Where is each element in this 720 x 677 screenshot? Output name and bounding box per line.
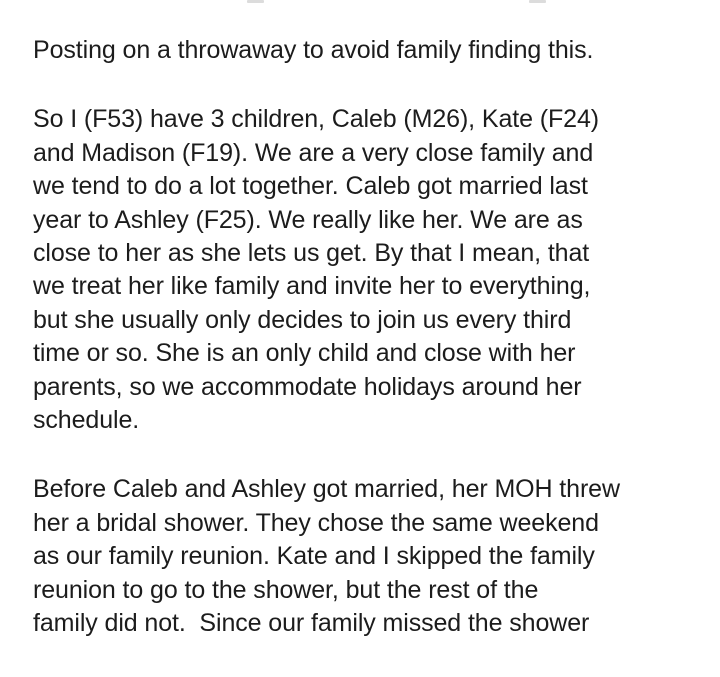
post-text-line: as our family reunion. Kate and I skipped the family xyxy=(33,542,595,571)
post-text-line: we treat her like family and invite her to everything, xyxy=(33,272,591,301)
post-text-line: Before Caleb and Ashley got married, her MOH threw xyxy=(33,475,620,504)
post-text-line: Posting on a throwaway to avoid family finding this. xyxy=(33,36,594,64)
post-text-line: reunion to go to the shower, but the rest of the xyxy=(33,575,539,604)
post-text-line: her a bridal shower. They chose the same weekend xyxy=(33,508,599,537)
post-text-line: schedule. xyxy=(33,406,140,435)
clipped-title-remnant-right xyxy=(529,0,546,3)
post-paragraph-intro xyxy=(33,34,690,67)
post-text-line: we tend to do a lot together. Caleb got married last xyxy=(33,172,588,201)
post-text-line: family did not. Since our family missed the shower xyxy=(33,609,590,638)
post-text-line: So I (F53) have 3 children, Caleb (M26), Kate (F24) xyxy=(33,105,599,134)
post-text-line: time or so. She is an only child and close with her xyxy=(33,339,576,368)
post-text-line: close to her as she lets us get. By that I mean, that xyxy=(33,239,590,268)
post-text-line: year to Ashley (F25). We really like her. We are as xyxy=(33,205,583,234)
post-text-line: and Madison (F19). We are a very close family and xyxy=(33,138,594,167)
post-text-line: but she usually only decides to join us every third xyxy=(33,305,572,334)
post-text-line: parents, so we accommodate holidays around her xyxy=(33,372,582,401)
clipped-title-remnant-left xyxy=(247,0,264,3)
post-body-text xyxy=(33,34,690,677)
